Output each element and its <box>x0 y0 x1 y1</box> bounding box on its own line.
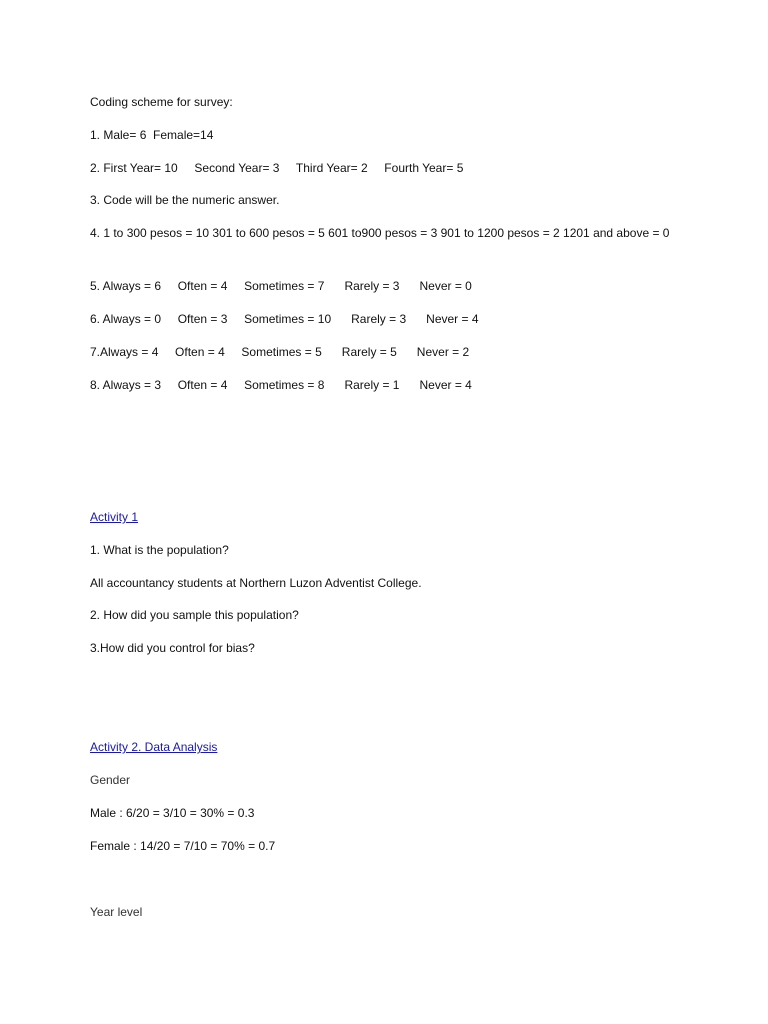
activity-1-question-2: 2. How did you sample this population? <box>90 608 299 622</box>
activity-1-question-3: 3.How did you control for bias? <box>90 641 255 655</box>
female-ratio: Female : 14/20 = 7/10 = 70% = 0.7 <box>90 839 276 853</box>
year-level-label: Year level <box>90 905 143 919</box>
coding-item-8: 8. Always = 3 Often = 4 Sometimes = 8 Rarely = 1 Never = 4 <box>90 378 472 392</box>
activity-1-answer-1: All accountancy students at Northern Luzon Adventist College. <box>90 576 422 590</box>
activity-1-link[interactable]: Activity 1 <box>90 510 139 524</box>
coding-item-7: 7.Always = 4 Often = 4 Sometimes = 5 Rarely = 5 Never = 2 <box>90 345 470 359</box>
activity-2-link[interactable]: Activity 2. Data Analysis <box>90 740 218 754</box>
coding-item-5: 5. Always = 6 Often = 4 Sometimes = 7 Rarely = 3 Never = 0 <box>90 279 472 293</box>
coding-item-3: 3. Code will be the numeric answer. <box>90 193 280 207</box>
male-ratio: Male : 6/20 = 3/10 = 30% = 0.3 <box>90 806 255 820</box>
activity-1-question-1: 1. What is the population? <box>90 543 229 557</box>
coding-item-4: 4. 1 to 300 pesos = 10 301 to 600 pesos = 5 601 to900 pesos = 3 901 to 1200 pesos = 2 1201 and above = 0 <box>90 226 670 240</box>
coding-item-1: 1. Male= 6 Female=14 <box>90 128 214 142</box>
coding-item-6: 6. Always = 0 Often = 3 Sometimes = 10 Rarely = 3 Never = 4 <box>90 312 479 326</box>
coding-scheme-title: Coding scheme for survey: <box>90 95 233 109</box>
gender-label: Gender <box>90 773 131 787</box>
coding-item-2: 2. First Year= 10 Second Year= 3 Third Year= 2 Fourth Year= 5 <box>90 161 464 175</box>
